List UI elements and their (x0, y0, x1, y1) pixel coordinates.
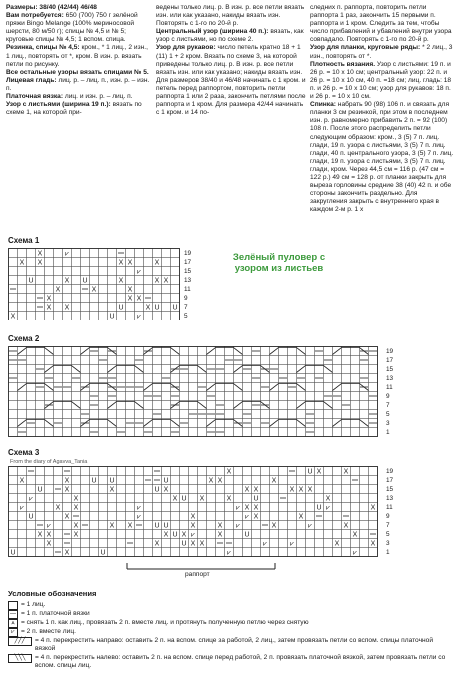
svg-text:X: X (253, 513, 259, 521)
svg-text:U: U (28, 513, 34, 521)
svg-text:U: U (307, 468, 313, 476)
svg-text:⩗: ⩗ (326, 504, 330, 512)
svg-text:X: X (19, 477, 25, 485)
svg-text:X: X (199, 495, 205, 503)
svg-text:U: U (244, 531, 250, 539)
svg-text:X: X (109, 522, 115, 530)
svg-text:X: X (163, 486, 169, 494)
legend (8, 590, 454, 671)
svg-text:⩗: ⩗ (47, 522, 51, 530)
svg-text:X: X (352, 531, 358, 539)
svg-text:U: U (82, 277, 88, 285)
svg-text:⩗: ⩗ (65, 250, 69, 258)
svg-text:X: X (46, 295, 52, 303)
svg-text:X: X (127, 295, 133, 303)
svg-text:X: X (154, 540, 160, 548)
cable-right-icon: ╱╱╱ (8, 637, 32, 646)
gauge-label: Плотность вязания. (310, 60, 376, 68)
text-column-1 (6, 4, 152, 117)
decrease-left-icon: ⩓ (8, 619, 18, 628)
svg-text:X: X (172, 495, 178, 503)
scheme-1-title: Схема 1 (8, 236, 40, 245)
svg-text:U: U (253, 495, 259, 503)
svg-text:X: X (64, 549, 70, 557)
svg-text:X: X (298, 486, 304, 494)
leaf-pattern-label: Узор с листьями (ширина 19 п.): (6, 101, 111, 109)
scheme-2-row-numbers: 19 17 15 13 11 9 7 5 3 1 (386, 348, 394, 436)
svg-text:X: X (64, 486, 70, 494)
placket-label: Узор для планки, круговые ряды: (310, 44, 421, 52)
sleeve-pattern-text: число петель кратно 18 + 1 (11) 1 + 2 кром. Вязать по схеме 3, на которой приведены только лиц. р. В изн. р. все петли вязать изн. или как указано; накиды вязать изн. Для размеров 38/40 и 46/48 начинать с 1 кром. и петель перед раппортом, повторить петли раппорта 1 или 2 раза, закончить петлями после раппорта и 1 кром. Для размера 42/44 начинать с 1 кром. и 14 по- (156, 44, 306, 117)
svg-text:U: U (316, 504, 322, 512)
svg-text:U: U (154, 522, 160, 530)
svg-text:U: U (181, 540, 187, 548)
svg-text:X: X (10, 313, 16, 320)
svg-text:X: X (190, 522, 196, 530)
svg-text:X: X (271, 522, 277, 530)
svg-text:X: X (154, 277, 160, 285)
legend-item: ╲╲╲ = 4 п. перекрестить налево: оставить 2 п. на вспом. спице перед работой, 2 п. провязать платочной вязкой, затем провязать петли со вспом. спицы лиц. (8, 654, 454, 671)
svg-text:X: X (343, 522, 349, 530)
svg-text:X: X (127, 286, 133, 294)
garter-label: Платочная вязка: (6, 93, 64, 101)
svg-text:X: X (73, 522, 79, 530)
svg-text:X: X (163, 277, 169, 285)
svg-text:X: X (118, 277, 124, 285)
svg-text:X: X (127, 522, 133, 530)
garter-text: лиц. и изн. р. – лиц. п. (64, 93, 133, 101)
scheme-2-title: Схема 2 (8, 334, 40, 343)
svg-text:U: U (109, 477, 115, 485)
svg-text:X: X (37, 250, 43, 258)
central-pattern-text: вязать, как узор с листьями, но по схеме 2. (156, 28, 304, 44)
svg-text:X: X (244, 486, 250, 494)
svg-text:U: U (181, 495, 187, 503)
gauge-text: Узор с листьями: 19 п. и 26 р. = 10 х 10 см; центральный узор: 22 п. и 26 р. = 10 х 10 см, 40 п. =18 см; лиц. гладь: 18 п. и 26 р. = 10 х 10 см; узор для рукавов: 18 п. и 26 р. = 10 х 10 см. (310, 60, 452, 101)
svg-text:X: X (217, 522, 223, 530)
you-need-label: Вам потребуется: (6, 12, 64, 20)
svg-text:U: U (37, 486, 43, 494)
svg-text:X: X (46, 304, 52, 312)
svg-text:X: X (64, 477, 70, 485)
svg-text:X: X (370, 504, 376, 512)
svg-text:X: X (190, 513, 196, 521)
central-pattern-label: Центральный узор (ширина 40 п.): (156, 28, 269, 36)
svg-text:U: U (118, 304, 124, 312)
svg-text:X: X (109, 486, 115, 494)
svg-text:X: X (118, 259, 124, 267)
svg-text:X: X (181, 531, 187, 539)
svg-text:X: X (145, 304, 151, 312)
stockinette-text: лиц. р. – лиц. п., изн. р. – изн. п. (6, 76, 150, 92)
svg-text:X: X (46, 540, 52, 548)
col2-paragraph: ведены только лиц. р. В изн. р. все петли вязать изн. или как указано, накиды вязать изн. Повторять с 1-го по 20-й р. (156, 4, 305, 28)
you-need-text: 650 (700) 750 г зелёной пряжи Bingo Melange (100% мериносовой шерсти, 80 м/50 г); спицы № 4,5 и № 5; круговые спицы № 4,5; 1 вспом. спица. (6, 12, 138, 44)
legend-item: ╱╱╱ = 4 п. перекрестить направо: оставить 2 п. на вспом. спице за работой, 2 лиц., затем провязать петли со вспом. спицы платочной вязкой (8, 637, 454, 654)
svg-text:U: U (163, 522, 169, 530)
svg-text:⩗: ⩗ (236, 522, 240, 530)
svg-text:⩗: ⩗ (308, 522, 312, 530)
svg-text:X: X (190, 540, 196, 548)
watermark-text: From the diary of Agavva_Tania (10, 459, 88, 465)
svg-text:U: U (154, 486, 160, 494)
svg-text:X: X (64, 277, 70, 285)
svg-text:⩗: ⩗ (236, 504, 240, 512)
svg-text:X: X (55, 504, 61, 512)
svg-text:X: X (37, 259, 43, 267)
stockinette-label: Лицевая гладь: (6, 76, 57, 84)
scheme-2-grid (8, 346, 382, 438)
svg-text:X: X (289, 486, 295, 494)
svg-text:X: X (325, 495, 331, 503)
svg-text:⩗: ⩗ (29, 495, 33, 503)
svg-text:⩗: ⩗ (137, 504, 141, 512)
scheme-1-row-numbers: 19 17 15 13 11 9 7 5 (184, 250, 192, 320)
svg-text:X: X (55, 286, 61, 294)
svg-text:⩗: ⩗ (353, 549, 357, 557)
svg-text:X: X (73, 504, 79, 512)
svg-text:X: X (37, 531, 43, 539)
svg-text:U: U (154, 304, 160, 312)
svg-text:⩗: ⩗ (20, 504, 24, 512)
svg-text:X: X (343, 468, 349, 476)
cable-left-icon: ╲╲╲ (8, 654, 32, 663)
rib-label: Резинка, спицы № 4,5: (6, 44, 80, 52)
svg-text:X: X (316, 468, 322, 476)
svg-text:X: X (307, 486, 313, 494)
decrease-right-icon: ⩗ (8, 628, 18, 637)
sleeve-pattern-label: Узор для рукавов: (156, 44, 216, 52)
svg-text:X: X (334, 540, 340, 548)
leaf-pattern-text: вязать по схеме 1, на которой при- (6, 101, 142, 117)
svg-text:X: X (127, 259, 133, 267)
svg-text:⩗: ⩗ (227, 549, 231, 557)
svg-text:X: X (244, 504, 250, 512)
knit-stitch-icon (8, 601, 18, 610)
rib-text: кром., * 1 лиц., 2 изн., 1 лиц., повторять от *, кром. В изн. р. вязать петли по рисунку. (6, 44, 148, 68)
svg-text:U: U (28, 277, 34, 285)
svg-text:X: X (226, 468, 232, 476)
svg-text:X: X (208, 477, 214, 485)
legend-item: ⩓ = снять 1 п. как лиц., провязать 2 п. вместе лиц. и протянуть полученную петлю через снятую (8, 619, 454, 628)
text-column-2 (156, 4, 306, 117)
svg-text:U: U (10, 549, 16, 557)
svg-text:X: X (217, 531, 223, 539)
svg-text:⩗: ⩗ (137, 313, 141, 320)
garter-stitch-icon: — (10, 610, 16, 617)
svg-text:X: X (226, 495, 232, 503)
svg-text:X: X (217, 477, 223, 485)
svg-text:X: X (370, 540, 376, 548)
svg-text:X: X (199, 540, 205, 548)
scheme-1-grid (8, 248, 182, 320)
svg-text:X: X (136, 295, 142, 303)
svg-text:⩗: ⩗ (245, 513, 249, 521)
svg-text:U: U (172, 531, 178, 539)
svg-text:U: U (100, 549, 106, 557)
svg-text:X: X (253, 504, 259, 512)
text-column-3 (310, 4, 456, 214)
svg-text:U: U (91, 477, 97, 485)
svg-text:X: X (91, 286, 97, 294)
rapport-label: раппорт (182, 571, 213, 578)
legend-title: Условные обозначения (8, 589, 97, 598)
svg-text:⩗: ⩗ (290, 540, 294, 548)
svg-text:X: X (64, 513, 70, 521)
scheme-3-title: Схема 3 (8, 448, 40, 457)
back-text: набрать 90 (98) 106 п. и связать для планки 3 см резинкой, при этом в последнем изн. р. равномерно прибавить 2 п. = 92 (100) 108 п. После этого распределить петли следующим образом: кром., 3 (5) 7 п. лиц. глади, 19 п. узора с листьями, 3 (5) 7 п. лиц. глади, 40 п. центрального узора, 3 (5) 7 п. лиц. глади, 19 п. узора с листьями, 3 (5) 7 п. лиц. глади, кром. Через 44,5 см = 116 р. (47 см = 122 р.) 49 см = 128 р. от планки закрыть для выреза горловины средние 38 (40) 42 п. и обе стороны закончить раздельно. Для закругления закрыть с внутреннего края в каждом 2-м р. 1 х (310, 101, 454, 214)
back-label: Спинка: (310, 101, 336, 109)
svg-text:X: X (19, 259, 25, 267)
svg-text:X: X (154, 259, 160, 267)
svg-text:⩗: ⩗ (263, 540, 267, 548)
scheme-3-row-numbers: 19 17 15 13 11 9 7 5 3 1 (386, 468, 394, 556)
svg-text:X: X (73, 495, 79, 503)
legend-item: — = 1 п. платочной вязки (10, 609, 90, 617)
svg-text:X: X (271, 477, 277, 485)
legend-item: = 1 лиц. (8, 601, 454, 610)
svg-text:X: X (64, 304, 70, 312)
svg-text:U: U (172, 304, 178, 312)
other-patterns-label: Все остальные узоры вязать спицами № 5. (6, 68, 149, 76)
svg-text:⩗: ⩗ (191, 531, 195, 539)
svg-text:X: X (253, 486, 259, 494)
scheme-3-grid (8, 466, 382, 558)
svg-text:X: X (163, 531, 169, 539)
svg-text:X: X (298, 513, 304, 521)
pullover-title: Зелёный пуловер с узором из листьев (232, 252, 326, 274)
legend-item: ⩗ = 2 п. вместе лиц. (8, 628, 454, 637)
svg-text:U: U (109, 313, 115, 320)
svg-text:X: X (73, 531, 79, 539)
svg-text:⩗: ⩗ (137, 268, 141, 276)
placket-text: * 2 лиц., 3 изн., повторять от *. (310, 44, 453, 60)
svg-text:U: U (163, 477, 169, 485)
col3-paragraph: следних п. раппорта, повторить петли раппорта 1 раз, закончить 15 первыми п. раппорта и 1 кром. Следить за тем, чтобы число прибавлений и убавлений внутри узора совпадало. Повторять с 1-го по 20-й р. (310, 4, 452, 44)
svg-text:⩗: ⩗ (137, 513, 141, 521)
sizes-text: Размеры: 38/40 (42/44) 46/48 (6, 4, 97, 11)
svg-text:X: X (46, 531, 52, 539)
